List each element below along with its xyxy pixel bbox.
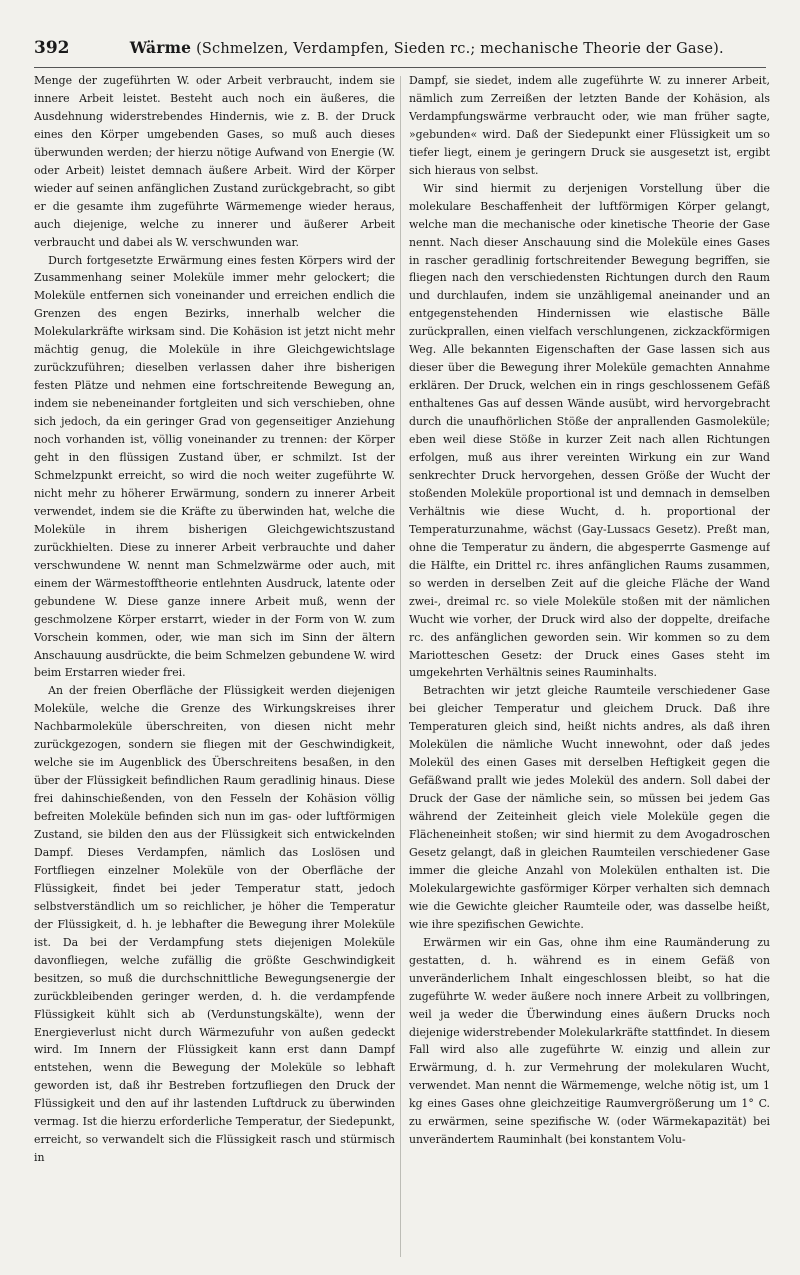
right-column: [409, 72, 770, 1263]
text-columns: [34, 72, 770, 1263]
paragraph: Erwärmen wir ein Gas, ohne ihm eine Raumänderung zu gestatten, d. h. während es in einem Gefäß von unveränderlichem Inhalt eingeschlossen bleibt, so hat die zugeführte W. weder äußere noch innere Arbeit zu vollbringen, weil ja weder die Überwindung eines äußern Drucks noch diejenige widerstrebender Molekularkräfte stattfindet. In diesem Fall wird also alle zugeführte W. einzig und allein zur Erwärmung, d. h. zur Vermehrung der molekularen Wucht, verwendet. Man nennt die Wärmemenge, welche nötig ist, um 1 kg eines Gases ohne gleichzeitige Raumvergrößerung um 1° C. zu erwärmen, seine spezifische W. (oder Wärmekapazität) bei unverändertem Rauminhalt (bei konstantem Volu-: [409, 935, 770, 1147]
header-rule: [34, 67, 766, 68]
running-title-main: Wärme: [129, 38, 192, 57]
paragraph: Durch fortgesetzte Erwärmung eines festen Körpers wird der Zusammenhang seiner Moleküle immer mehr gelockert; die Moleküle entfernen sich voneinander und erreichen endlich die Grenzen des engen Bezirks, innerhalb welcher die Molekularkräfte wirksam sind. Die Kohäsion ist jetzt nicht mehr mächtig genug, die Moleküle in ihre Gleichgewichtslage zurückzuführen; dieselben verlassen daher ihre bisherigen festen Plätze und nehmen eine fortschreitende Bewegung an, indem sie nebeneinander fortgleiten und sich verschieben, ohne sich jedoch, da ein geringer Grad von gegenseitiger Anziehung noch vorhanden ist, völlig voneinander zu trennen: der Körper geht in den flüssigen Zustand über, er schmilzt. Ist der Schmelzpunkt erreicht, so wird die noch weiter zugeführte W. nicht mehr zu höherer Erwärmung, sondern zu innerer Arbeit verwendet, indem sie die Kräfte zu überwinden hat, welche die Moleküle in ihrem bisherigen Gleichgewichtszustand zurückhielten. Diese zu innerer Arbeit verbrauchte und daher verschwundene W. nennt man Schmelzwärme oder auch, mit einem der Wärmestofftheorie entlehnten Ausdruck, latente oder gebundene W. Diese ganze innere Arbeit muß, wenn der geschmolzene Körper erstarrt, wieder in der Form von W. zum Vorschein kommen, oder, wie man sich im Sinn der ältern Anschauung ausdrückte, die beim Schmelzen gebundene W. wird beim Erstarren wieder frei.: [34, 253, 395, 680]
paragraph: An der freien Oberfläche der Flüssigkeit werden diejenigen Moleküle, welche die Grenze des Wirkungskreises ihrer Nachbarmoleküle überschreiten, von diesen nicht mehr zurückgezogen, sondern sie fliegen mit der Geschwindigkeit, welche sie im Augenblick des Überschreitens besaßen, in den über der Flüssigkeit befindlichen Raum geradlinig hinaus. Diese frei dahinschießenden, von den Fesseln der Kohäsion völlig befreiten Moleküle befinden sich nun im gas- oder luftförmigen Zustand, sie bilden den aus der Flüssigkeit sich entwickelnden Dampf. Dieses Verdampfen, nämlich das Loslösen und Fortfliegen einzelner Moleküle von der Oberfläche der Flüssigkeit, findet bei jeder Temperatur statt, jedoch selbstverständlich um so reichlicher, je höher die Temperatur der Flüssigkeit, d. h. je lebhafter die Bewegung ihrer Moleküle ist. Da bei der Verdampfung stets diejenigen Moleküle davonfliegen, welche zufällig die größte Geschwindigkeit besitzen, so muß die durchschnittliche Bewegungsenergie der zurückbleibenden geringer werden, d. h. die verdampfende Flüssigkeit kühlt sich ab (Verdunstungskälte), wenn der Energieverlust nicht durch Wärmezufuhr von außen gedeckt wird. Im Innern der Flüssigkeit kann erst dann Dampf entstehen, wenn die Bewegung der Moleküle so lebhaft geworden ist, daß ihr Bestreben fortzufliegen den Druck der Flüssigkeit und den auf ihr lastenden Luftdruck zu überwinden vermag. Ist die hierzu erforderliche Temperatur, der Siedepunkt, erreicht, so verwandelt sich die Flüssigkeit rasch und stürmisch in: [34, 684, 395, 1165]
paragraph: Betrachten wir jetzt gleiche Raumteile verschiedener Gase bei gleicher Temperatur und gleichem Druck. Daß ihre Temperaturen gleich sind, heißt nichts andres, als daß ihren Molekülen die nämliche Wucht innewohnt, oder daß jedes Molekül des einen Gases mit derselben Heftigkeit gegen die Gefäßwand prallt wie jedes Molekül des andern. Soll dabei der Druck der Gase der nämliche sein, so müssen bei jedem Gas während der Zeiteinheit gleich viele Moleküle gegen die Flächeneinheit stoßen; wir sind hiermit zu dem Avogadroschen Gesetz gelangt, daß in gleichen Raumteilen verschiedener Gase immer die gleiche Anzahl von Molekülen enthalten ist. Die Molekulargewichte gasförmiger Körper verhalten sich demnach wie die Gewichte gleicher Raumteile oder, was dasselbe heißt, wie ihre spezifischen Gewichte.: [409, 684, 770, 931]
page-number: 392: [34, 38, 70, 58]
left-column: [34, 72, 395, 1263]
running-title: [88, 38, 767, 57]
paragraph: Wir sind hiermit zu derjenigen Vorstellung über die molekulare Beschaffenheit der luftförmigen Körper gelangt, welche man die mechanische oder kinetische Theorie der Gase nennt. Nach dieser Anschauung sind die Moleküle eines Gases in rascher geradlinig fortschreitender Bewegung begriffen, sie fliegen nach den verschiedensten Richtungen durch den Raum und durchlaufen, indem sie unzähligemal aneinander und an entgegenstehenden Hindernissen wie elastische Bälle zurückprallen, einen vielfach verschlungenen, zickzackförmigen Weg. Alle bekannten Eigenschaften der Gase lassen sich aus dieser über die Bewegung ihrer Moleküle gemachten Annahme erklären. Der Druck, welchen ein in rings geschlossenem Gefäß enthaltenes Gas auf dessen Wände ausübt, wird hervorgebracht durch die unaufhörlichen Stöße der anprallenden Gasmoleküle; eben weil diese Stöße in kurzer Zeit nach allen Richtungen erfolgen, muß aus ihrer vereinten Wirkung ein zur Wand senkrechter Druck hervorgehen, dessen Größe der Wucht der stoßenden Moleküle proportional ist und demnach in demselben Verhältnis wie diese Wucht, d. h. proportional der Temperaturzunahme, wächst (Gay-Lussacs Gesetz). Preßt man, ohne die Temperatur zu ändern, die abgesperrte Gasmenge auf die Hälfte, ein Drittel rc. ihres anfänglichen Raums zusammen, so werden in derselben Zeit auf die gleiche Fläche der Wand zwei-, dreimal rc. so viele Moleküle stoßen mit der nämlichen Wucht wie vorher, der Druck wird also der doppelte, dreifache rc. des anfänglichen geworden sein. Wir kommen so zu dem Mariotteschen Gesetz: der Druck eines Gases steht im umgekehrten Verhältnis seines Rauminhalts.: [409, 181, 770, 680]
running-title-rest: (Schmelzen, Verdampfen, Sieden rc.; mechanische Theorie der Gase).: [196, 41, 724, 57]
paragraph: Menge der zugeführten W. oder Arbeit verbraucht, indem sie innere Arbeit leistet. Besteht auch noch ein äußeres, die Ausdehnung widerstrebendes Hindernis, wie z. B. der Druck eines den Körper umgebenden Gases, so muß auch dieses überwunden werden; der hierzu nötige Aufwand von Energie (W. oder Arbeit) leistet demnach äußere Arbeit. Wird der Körper wieder auf seinen anfänglichen Zustand zurückgebracht, so gibt er die gesamte ihm zugeführte Wärmemenge wieder heraus, auch diejenige, welche zu innerer und äußerer Arbeit verbraucht und dabei als W. verschwunden war.: [34, 74, 395, 249]
page-header: [34, 38, 766, 64]
paragraph: Dampf, sie siedet, indem alle zugeführte W. zu innerer Arbeit, nämlich zum Zerreißen der letzten Bande der Kohäsion, als Verdampfungswärme verbraucht oder, wie man früher sagte, »gebunden« wird. Daß der Siedepunkt einer Flüssigkeit um so tiefer liegt, einem je geringern Druck sie ausgesetzt ist, ergibt sich hieraus von selbst.: [409, 74, 770, 177]
